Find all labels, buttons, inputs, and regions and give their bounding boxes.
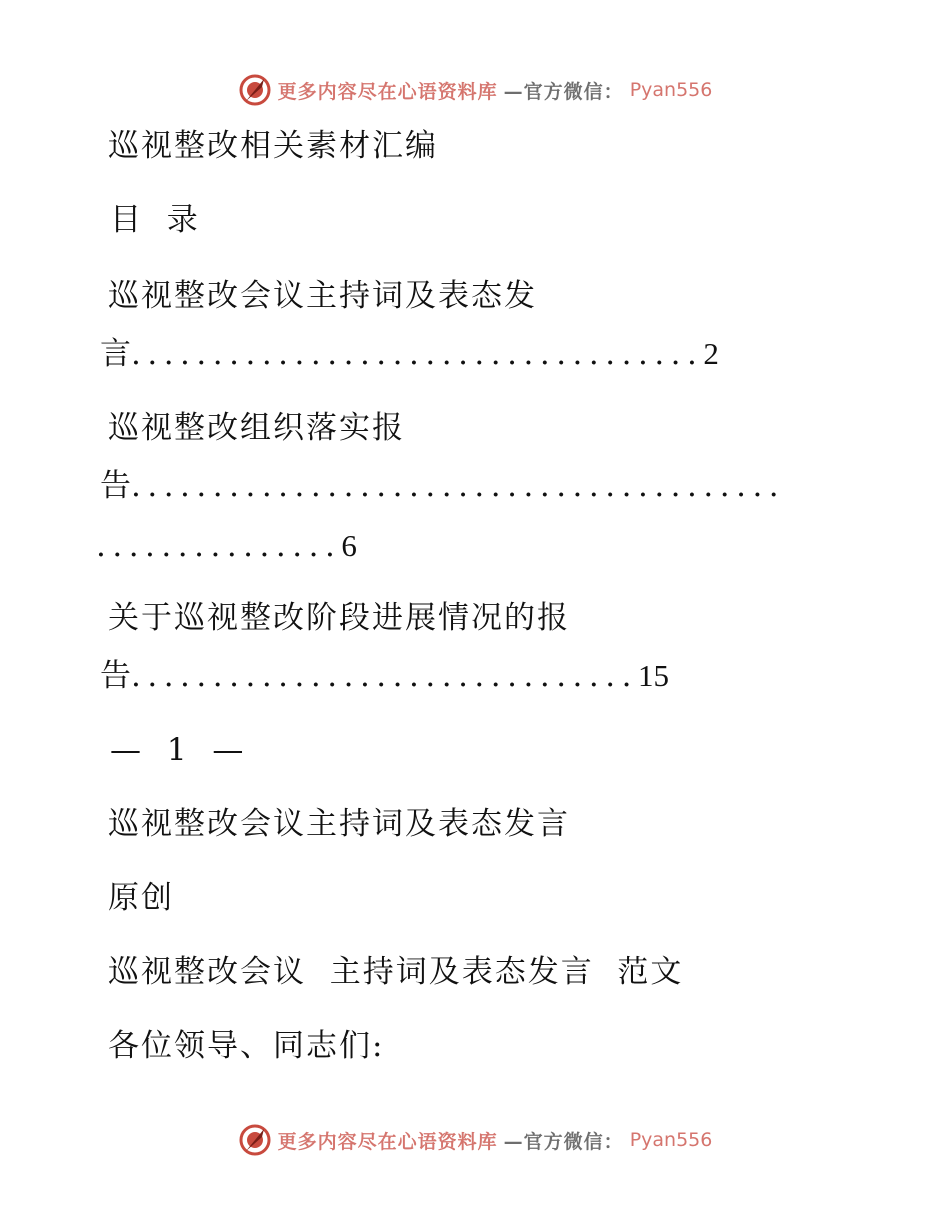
toc-page-number: 15 (637, 658, 669, 693)
toc-entry-lead-char: 言 (100, 336, 131, 372)
toc-entry-leader-line (100, 656, 669, 696)
footer-banner (0, 1120, 950, 1160)
section-heading: 巡视整改会议主持词及表态发言 (108, 806, 570, 842)
toc-leader-dots: ............... (96, 528, 342, 564)
toc-page-number: 2 (703, 336, 719, 371)
toc-heading: 目 录 (110, 202, 200, 238)
toc-entry-lead-char: 告 (100, 658, 131, 694)
banner-wechat-label: —官方微信： (503, 80, 624, 103)
quill-logo-icon (238, 73, 272, 107)
banner-text: 更多内容尽在心语资料库 (277, 80, 498, 103)
banner-wechat-label: —官方微信： (503, 1130, 624, 1153)
banner-wechat-id: Pyan556 (629, 1129, 713, 1151)
toc-leader-dots: ............................... (131, 658, 638, 694)
toc-entry-lead-char: 告 (100, 468, 131, 504)
toc-page-number: 6 (341, 528, 357, 563)
header-banner (0, 70, 950, 110)
toc-entry-title: 巡视整改会议主持词及表态发 (108, 278, 537, 314)
toc-entry-title: 巡视整改组织落实报 (108, 410, 405, 446)
page-number: — 1 — (110, 732, 252, 768)
toc-leader-dots: ................................... (131, 336, 704, 372)
document-title: 巡视整改相关素材汇编 (108, 128, 438, 164)
banner-wechat-id: Pyan556 (629, 79, 713, 101)
banner-text: 更多内容尽在心语资料库 (277, 1130, 498, 1153)
toc-entry-title: 关于巡视整改阶段进展情况的报 (108, 600, 570, 636)
toc-leader-dots: ........................................ (131, 468, 786, 504)
toc-entry-leader-line (100, 466, 785, 506)
original-tag: 原创 (108, 880, 174, 916)
quill-logo-icon (238, 1123, 272, 1157)
toc-entry-leader-line-continued (96, 526, 357, 566)
salutation: 各位领导、同志们: (108, 1028, 385, 1064)
section-subheading: 巡视整改会议 主持词及表态发言 范文 (108, 954, 684, 990)
toc-entry-leader-line (100, 334, 719, 374)
